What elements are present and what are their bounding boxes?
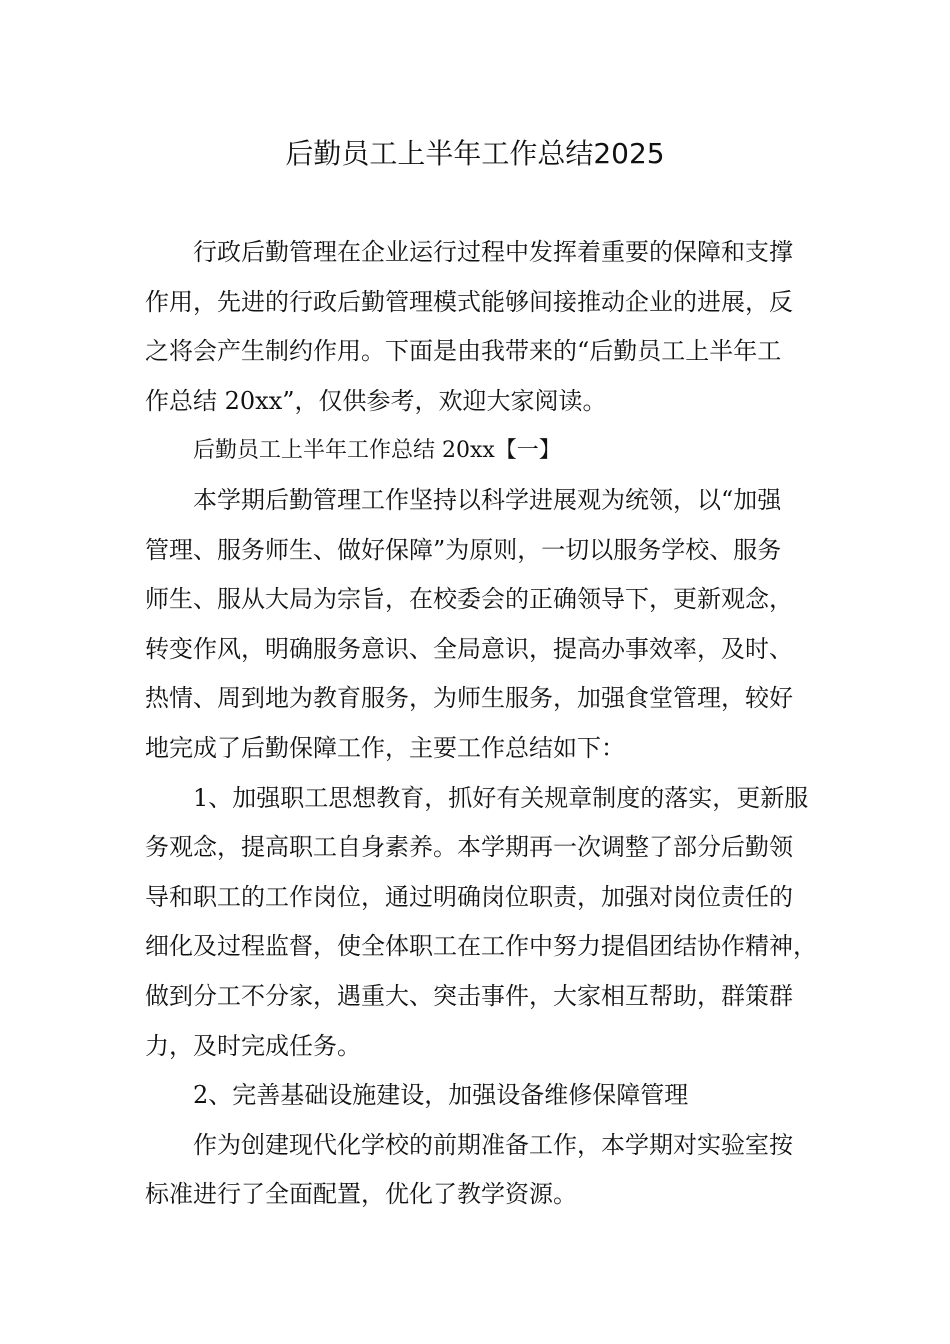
section-heading: 2、完善基础设施建设，加强设备维修保障管理 (193, 1081, 689, 1110)
paragraph-line: 力，及时完成任务。 (145, 1031, 361, 1060)
paragraph-line: 管理、服务师生、做好保障”为原则，一切以服务学校、服务 (145, 535, 782, 564)
paragraph-line: 1、加强职工思想教育，抓好有关规章制度的落实，更新服 (193, 783, 809, 812)
document-title: 后勤员工上半年工作总结2025 (285, 137, 665, 170)
paragraph-line: 务观念，提高职工自身素养。本学期再一次调整了部分后勤领 (145, 833, 793, 862)
paragraph-line: 细化及过程监督，使全体职工在工作中努力提倡团结协作精神， (145, 932, 817, 961)
paragraph-line: 导和职工的工作岗位，通过明确岗位职责，加强对岗位责任的 (145, 882, 793, 911)
paragraph-line: 热情、周到地为教育服务，为师生服务，加强食堂管理，较好 (145, 684, 793, 713)
document-body (145, 228, 817, 1220)
paragraph-line: 师生、服从大局为宗旨，在校委会的正确领导下，更新观念， (145, 585, 793, 614)
paragraph-line: 标准进行了全面配置，优化了教学资源。 (145, 1180, 577, 1209)
paragraph-line: 作用，先进的行政后勤管理模式能够间接推动企业的进展，反 (145, 287, 793, 316)
paragraph-line: 本学期后勤管理工作坚持以科学进展观为统领，以“加强 (193, 485, 782, 514)
paragraph-line: 作为创建现代化学校的前期准备工作，本学期对实验室按 (193, 1130, 793, 1159)
section-heading: 后勤员工上半年工作总结 20xx【一】 (193, 438, 561, 464)
paragraph-line: 地完成了后勤保障工作，主要工作总结如下： (145, 733, 625, 762)
paragraph-line: 之将会产生制约作用。下面是由我带来的“后勤员工上半年工 (145, 337, 782, 366)
paragraph-line: 做到分工不分家，遇重大、突击事件，大家相互帮助，群策群 (145, 981, 793, 1010)
paragraph-line: 作总结 20xx”，仅供参考，欢迎大家阅读。 (145, 386, 607, 415)
paragraph-line: 转变作风，明确服务意识、全局意识，提高办事效率，及时、 (145, 634, 793, 663)
paragraph-line: 行政后勤管理在企业运行过程中发挥着重要的保障和支撑 (193, 238, 793, 266)
